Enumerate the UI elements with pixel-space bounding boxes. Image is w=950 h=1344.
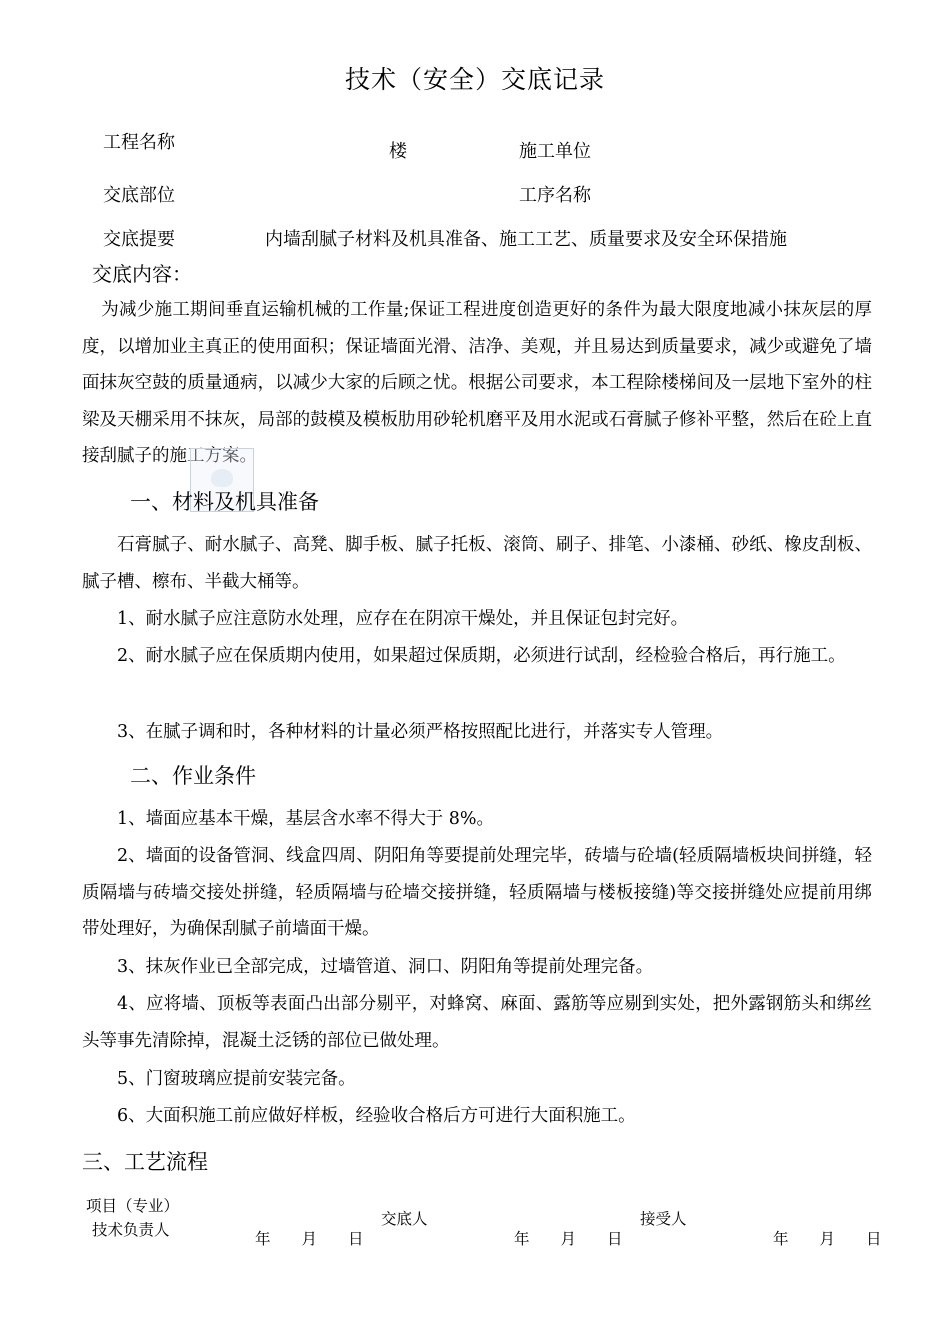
section3-heading: 三、工艺流程 bbox=[82, 1150, 208, 1174]
section2-paragraph: 4、应将墙、顶板等表面凸出部分剔平，对蜂窝、麻面、露筋等应剔到实处，把外露钢筋头和绑丝头等事先清除掉，混凝土泛锈的部位已做处理。 bbox=[82, 994, 872, 1051]
section2-paragraph: 2、墙面的设备管洞、线盒四周、阴阳角等要提前处理完毕，砖墙与砼墙(轻质隔墙板块间拼缝，轻质隔墙与砖墙交接处拼缝，轻质隔墙与砼墙交接拼缝，轻质隔墙与楼板接缝)等交接拼缝处应提前用绑带处理好，为确保刮腻子前墙面干燥。 bbox=[82, 846, 872, 939]
receiver-label: 接受人 bbox=[640, 1210, 687, 1228]
date-field-receiver: 年 月 日 bbox=[773, 1230, 882, 1248]
tech-leader-label-line1: 项目（专业） bbox=[86, 1197, 180, 1215]
section1-paragraph: 石膏腻子、耐水腻子、高凳、脚手板、腻子托板、滚筒、刷子、排笔、小漆桶、砂纸、橡皮刮板、腻子槽、檫布、半截大桶等。 bbox=[82, 535, 872, 592]
summary-value: 内墙刮腻子材料及机具准备、施工工艺、质量要求及安全环保措施 bbox=[265, 229, 787, 250]
section2-heading: 二、作业条件 bbox=[130, 764, 256, 788]
section2-paragraph: 6、大面积施工前应做好样板，经验收合格后方可进行大面积施工。 bbox=[117, 1106, 636, 1126]
process-name-label: 工序名称 bbox=[519, 185, 591, 206]
section1-paragraph: 3、在腻子调和时，各种材料的计量必须严格按照配比进行，并落实专人管理。 bbox=[117, 722, 724, 742]
project-name-value: 楼 bbox=[389, 141, 407, 162]
section2-paragraph: 5、门窗玻璃应提前安装完备。 bbox=[117, 1069, 356, 1089]
construction-unit-label: 施工单位 bbox=[519, 141, 591, 162]
date-field-tech-leader: 年 月 日 bbox=[255, 1230, 364, 1248]
handover-part-label: 交底部位 bbox=[103, 185, 175, 206]
section1-heading: 一、材料及机具准备 bbox=[130, 490, 319, 514]
project-name-label: 工程名称 bbox=[103, 132, 175, 153]
intro-paragraph: 为减少施工期间垂直运输机械的工作量;保证工程进度创造更好的条件为最大限度地减小抹灰层的厚度，以增加业主真正的使用面积；保证墙面光滑、洁净、美观，并且易达到质量要求，减少或避免了墙面抹灰空鼓的质量通病，以减少大家的后顾之忧。根据公司要求，本工程除楼梯间及一层地下室外的柱梁及天棚采用不抹灰，局部的鼓模及模板肋用砂轮机磨平及用水泥或石膏腻子修补平整，然后在砼上直接刮腻子的施工方案。 bbox=[82, 300, 872, 466]
discloser-label: 交底人 bbox=[381, 1210, 428, 1228]
summary-label: 交底提要 bbox=[103, 229, 175, 250]
section1-paragraph: 1、耐水腻子应注意防水处理，应存在在阴凉干燥处，并且保证包封完好。 bbox=[117, 609, 689, 629]
section2-paragraph: 3、抹灰作业已全部完成，过墙管道、洞口、阴阳角等提前处理完备。 bbox=[117, 957, 654, 977]
page-title: 技术（安全）交底记录 bbox=[344, 65, 605, 94]
section2-paragraph: 1、墙面应基本干燥，基层含水率不得大于 8%。 bbox=[117, 809, 494, 829]
tech-leader-label-line2: 技术负责人 bbox=[92, 1221, 170, 1239]
content-label: 交底内容： bbox=[92, 262, 192, 286]
date-field-discloser: 年 月 日 bbox=[514, 1230, 623, 1248]
section1-paragraph: 2、耐水腻子应在保质期内使用，如果超过保质期，必须进行试刮，经检验合格后，再行施工。 bbox=[117, 646, 846, 666]
